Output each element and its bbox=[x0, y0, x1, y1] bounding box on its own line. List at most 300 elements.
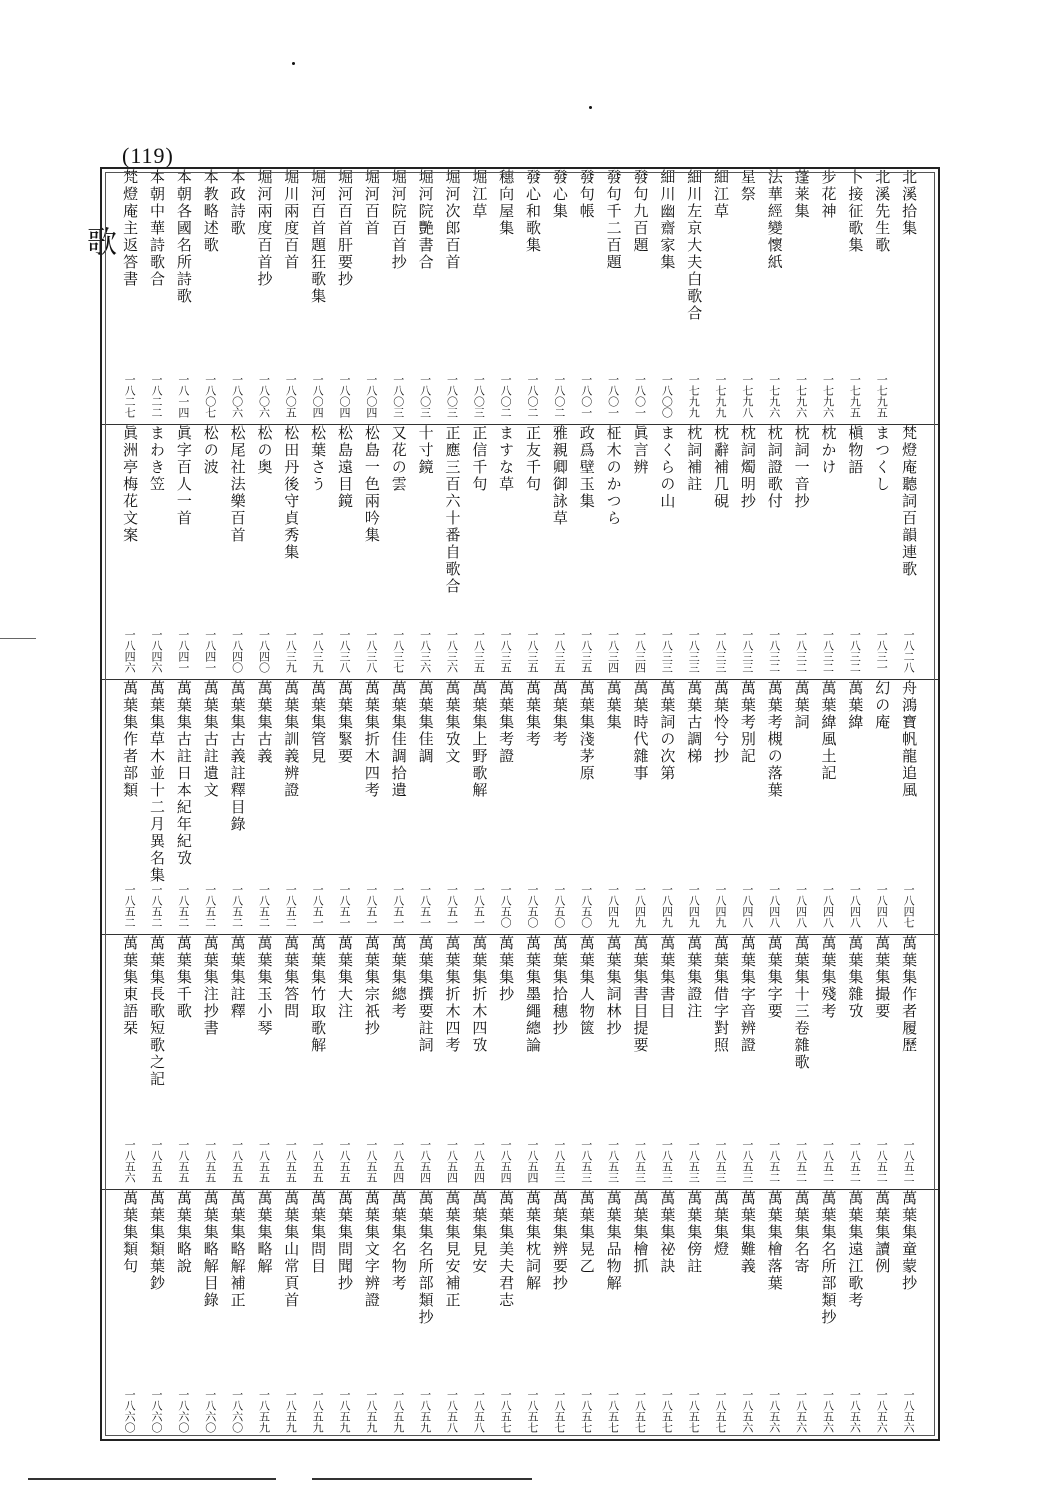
entry-page-number: 一七九九 bbox=[714, 374, 728, 418]
entry-title: 萬葉集讀例 bbox=[873, 1190, 892, 1275]
index-entry bbox=[143, 935, 170, 1189]
entry-page-number: 一八三三 bbox=[740, 629, 754, 673]
entry-title: 眞字百人一首 bbox=[174, 425, 193, 527]
entry-page-number: 一八五二 bbox=[203, 884, 217, 928]
index-entry bbox=[546, 935, 573, 1189]
entry-page-number: 一八五六 bbox=[794, 1389, 808, 1433]
entry-title: 萬葉集古註日本紀年紀攷 bbox=[174, 680, 193, 867]
index-entry bbox=[734, 935, 761, 1189]
scan-speck bbox=[292, 62, 295, 65]
index-entry bbox=[788, 169, 815, 424]
entry-title: 萬葉集作者部類 bbox=[121, 680, 140, 799]
entry-title: 槇物語 bbox=[846, 425, 865, 476]
entry-page-number: 一八四九 bbox=[633, 884, 647, 928]
index-entry bbox=[627, 169, 654, 424]
entry-page-number: 一八四一 bbox=[176, 629, 190, 673]
index-entry bbox=[412, 1190, 439, 1439]
index-entry bbox=[358, 425, 385, 679]
entry-page-number: 一八五二 bbox=[767, 1139, 781, 1183]
index-entry bbox=[653, 1190, 680, 1439]
entry-page-number: 一八五六 bbox=[875, 1389, 889, 1433]
entry-title: 萬葉集 bbox=[604, 680, 623, 731]
entry-page-number: 一八三四 bbox=[606, 629, 620, 673]
entry-title: 萬葉集折木四攷 bbox=[470, 935, 489, 1054]
index-entry bbox=[465, 1190, 492, 1439]
entry-title: 正信千句 bbox=[470, 425, 489, 493]
index-entry bbox=[492, 935, 519, 1189]
entry-title: 萬葉集問目 bbox=[309, 1190, 328, 1275]
entry-title: 蓬莱集 bbox=[792, 169, 811, 220]
index-entry bbox=[519, 425, 546, 679]
entry-page-number: 一八五八 bbox=[445, 1389, 459, 1433]
index-entry bbox=[143, 1190, 170, 1439]
index-entry bbox=[412, 935, 439, 1189]
entry-title: 萬葉集作者履歷 bbox=[900, 935, 919, 1054]
index-entry bbox=[143, 680, 170, 934]
entry-title: 萬葉集辨要抄 bbox=[550, 1190, 569, 1292]
index-entry bbox=[224, 169, 251, 424]
entry-page-number: 一八五三 bbox=[552, 1139, 566, 1183]
index-entry bbox=[841, 425, 868, 679]
index-entry bbox=[815, 680, 842, 934]
index-entry bbox=[492, 425, 519, 679]
index-entry bbox=[170, 425, 197, 679]
entry-page-number: 一八五四 bbox=[445, 1139, 459, 1183]
entry-title: 堀河兩度百首抄 bbox=[255, 169, 274, 288]
entry-title: 枕詞燭明抄 bbox=[738, 425, 757, 510]
entry-page-number: 一八〇四 bbox=[338, 374, 352, 418]
index-entry bbox=[707, 1190, 734, 1439]
entry-title: 松の波 bbox=[201, 425, 220, 476]
entry-page-number: 一八四七 bbox=[902, 884, 916, 928]
entry-page-number: 一八五六 bbox=[902, 1389, 916, 1433]
index-entry bbox=[600, 169, 627, 424]
entry-title: 細川幽齋家集 bbox=[658, 169, 677, 271]
entry-page-number: 一八四九 bbox=[714, 884, 728, 928]
index-entry bbox=[170, 169, 197, 424]
entry-title: 萬葉集書目提要 bbox=[631, 935, 650, 1054]
index-band bbox=[102, 169, 938, 424]
entry-page-number: 一八四六 bbox=[123, 629, 137, 673]
index-entry bbox=[653, 425, 680, 679]
index-entry bbox=[627, 680, 654, 934]
entry-title: 萬葉集總考 bbox=[389, 935, 408, 1020]
entry-title: 萬葉集難義 bbox=[738, 1190, 757, 1275]
entry-title: 萬葉時代雜事 bbox=[631, 680, 650, 782]
index-entry bbox=[761, 680, 788, 934]
index-entry bbox=[761, 935, 788, 1189]
index-entry bbox=[734, 169, 761, 424]
entry-page-number: 一八五五 bbox=[203, 1139, 217, 1183]
entry-page-number: 一八五三 bbox=[687, 1139, 701, 1183]
index-entry bbox=[707, 680, 734, 934]
index-entry bbox=[600, 425, 627, 679]
index-entry bbox=[761, 1190, 788, 1439]
entry-title: 萬葉集文字辨證 bbox=[362, 1190, 381, 1309]
entry-title: 松島一色兩吟集 bbox=[362, 425, 381, 544]
entry-page-number: 一八五七 bbox=[579, 1389, 593, 1433]
index-entry bbox=[600, 935, 627, 1189]
index-entry bbox=[358, 680, 385, 934]
index-entry bbox=[116, 1190, 143, 1439]
index-entry bbox=[143, 425, 170, 679]
index-entry bbox=[573, 169, 600, 424]
index-entry bbox=[304, 169, 331, 424]
entry-title: 萬葉集書目 bbox=[658, 935, 677, 1020]
entry-page-number: 一七九六 bbox=[767, 374, 781, 418]
index-entry bbox=[573, 1190, 600, 1439]
entry-title: 堀江草 bbox=[470, 169, 489, 220]
index-entry bbox=[573, 935, 600, 1189]
entry-title: 枕辭補几硯 bbox=[712, 425, 731, 510]
index-entry bbox=[412, 169, 439, 424]
index-entry bbox=[895, 425, 922, 679]
entry-title: 萬葉集傍註 bbox=[685, 1190, 704, 1275]
index-entry bbox=[277, 169, 304, 424]
entry-page-number: 一八五五 bbox=[338, 1139, 352, 1183]
index-entry bbox=[358, 935, 385, 1189]
entry-page-number: 一八四九 bbox=[687, 884, 701, 928]
entry-title: 本政詩歌 bbox=[228, 169, 247, 237]
entry-title: 正友千句 bbox=[524, 425, 543, 493]
entry-page-number: 一七九六 bbox=[821, 374, 835, 418]
entry-title: 萬葉集燈 bbox=[712, 1190, 731, 1258]
index-entry bbox=[224, 1190, 251, 1439]
entry-page-number: 一八四〇 bbox=[230, 629, 244, 673]
entry-title: 萬葉集考 bbox=[550, 680, 569, 748]
index-entry bbox=[224, 425, 251, 679]
index-entry bbox=[546, 680, 573, 934]
entry-title: 萬葉集山常頁首 bbox=[282, 1190, 301, 1309]
index-entry bbox=[170, 680, 197, 934]
index-entry bbox=[815, 169, 842, 424]
index-entry bbox=[707, 935, 734, 1189]
entry-page-number: 一八六〇 bbox=[203, 1389, 217, 1433]
index-entry bbox=[277, 1190, 304, 1439]
entry-title: 枕詞一音抄 bbox=[792, 425, 811, 510]
entry-page-number: 一八六〇 bbox=[123, 1389, 137, 1433]
entry-page-number: 一八五一 bbox=[364, 884, 378, 928]
index-entry bbox=[170, 935, 197, 1189]
entry-page-number: 一八五五 bbox=[176, 1139, 190, 1183]
index-entry bbox=[277, 425, 304, 679]
scan-speck bbox=[589, 106, 592, 109]
index-entry bbox=[492, 169, 519, 424]
index-entry bbox=[465, 425, 492, 679]
index-entry bbox=[841, 169, 868, 424]
index-band bbox=[102, 1189, 938, 1439]
index-entry bbox=[815, 935, 842, 1189]
entry-title: 細川左京大夫白歌合 bbox=[685, 169, 704, 322]
entry-title: 萬葉集考 bbox=[524, 680, 543, 748]
index-entry bbox=[331, 680, 358, 934]
entry-title: 萬葉集上野歌解 bbox=[470, 680, 489, 799]
entry-page-number: 一八五三 bbox=[740, 1139, 754, 1183]
entry-page-number: 一八四八 bbox=[848, 884, 862, 928]
entry-title: 萬葉集人物篋 bbox=[577, 935, 596, 1037]
index-entry bbox=[761, 425, 788, 679]
entry-page-number: 一八五一 bbox=[338, 884, 352, 928]
entry-page-number: 一八〇三 bbox=[391, 374, 405, 418]
entry-page-number: 一八三八 bbox=[364, 629, 378, 673]
index-table bbox=[100, 167, 940, 1441]
entry-title: 十寸鏡 bbox=[416, 425, 435, 476]
entry-title: ますな草 bbox=[497, 425, 516, 493]
entry-page-number: 一八〇六 bbox=[257, 374, 271, 418]
entry-page-number: 一八五二 bbox=[230, 884, 244, 928]
entry-page-number: 一八五九 bbox=[391, 1389, 405, 1433]
entry-title: 萬葉集字音辨證 bbox=[738, 935, 757, 1054]
index-entry bbox=[277, 680, 304, 934]
entry-title: 堀河院百首抄 bbox=[389, 169, 408, 271]
entry-page-number: 一八三九 bbox=[284, 629, 298, 673]
index-entry bbox=[331, 1190, 358, 1439]
entry-title: 萬葉集注抄書 bbox=[201, 935, 220, 1037]
index-band bbox=[102, 424, 938, 679]
entry-title: 萬葉考槻の落葉 bbox=[765, 680, 784, 799]
entry-page-number: 一八五三 bbox=[633, 1139, 647, 1183]
entry-page-number: 一八三二 bbox=[794, 629, 808, 673]
entry-page-number: 一八〇二 bbox=[526, 374, 540, 418]
index-entry bbox=[224, 935, 251, 1189]
entry-page-number: 一八三八 bbox=[338, 629, 352, 673]
index-entry bbox=[653, 680, 680, 934]
entry-page-number: 一八五〇 bbox=[552, 884, 566, 928]
index-entry bbox=[143, 169, 170, 424]
index-entry bbox=[116, 935, 143, 1189]
index-entry bbox=[304, 680, 331, 934]
entry-title: 萬葉集類葉鈔 bbox=[148, 1190, 166, 1292]
entry-title: 萬葉集草木並十二月異名集 bbox=[148, 680, 166, 884]
index-entry bbox=[627, 935, 654, 1189]
entry-page-number: 一八五七 bbox=[687, 1389, 701, 1433]
entry-page-number: 一八二八 bbox=[902, 629, 916, 673]
entry-title: まくらの山 bbox=[658, 425, 677, 510]
entry-page-number: 一八三五 bbox=[552, 629, 566, 673]
entry-title: 柾木のかつら bbox=[604, 425, 623, 527]
entry-title: 堀河百首 bbox=[362, 169, 381, 237]
entry-title: 枕詞證歌付 bbox=[765, 425, 784, 510]
entry-page-number: 一八五七 bbox=[714, 1389, 728, 1433]
index-entry bbox=[841, 935, 868, 1189]
index-band bbox=[102, 934, 938, 1189]
entry-title: 枕詞補註 bbox=[685, 425, 704, 493]
entry-title: 萬葉集略解補正 bbox=[228, 1190, 247, 1309]
index-entry bbox=[197, 169, 224, 424]
entry-page-number: 一八五五 bbox=[311, 1139, 325, 1183]
entry-page-number: 一八五一 bbox=[445, 884, 459, 928]
entry-title: 萬葉集名物考 bbox=[389, 1190, 408, 1292]
index-entry bbox=[251, 1190, 278, 1439]
entry-page-number: 一八〇一 bbox=[579, 374, 593, 418]
index-entry bbox=[868, 425, 895, 679]
entry-page-number: 一八四八 bbox=[821, 884, 835, 928]
index-entry bbox=[573, 425, 600, 679]
index-entry bbox=[251, 169, 278, 424]
index-entry bbox=[788, 425, 815, 679]
index-entry bbox=[788, 1190, 815, 1439]
entry-title: 萬葉集童蒙抄 bbox=[900, 1190, 919, 1292]
entry-page-number: 一八四一 bbox=[203, 629, 217, 673]
entry-page-number: 一八五四 bbox=[472, 1139, 486, 1183]
entry-title: 松の奥 bbox=[255, 425, 274, 476]
entry-page-number: 一八五三 bbox=[579, 1139, 593, 1183]
index-entry bbox=[546, 425, 573, 679]
index-entry bbox=[331, 935, 358, 1189]
entry-page-number: 一八五五 bbox=[230, 1139, 244, 1183]
entry-title: 萬葉集古註遺文 bbox=[201, 680, 220, 799]
entry-page-number: 一八五三 bbox=[606, 1139, 620, 1183]
entry-page-number: 一八五五 bbox=[284, 1139, 298, 1183]
entry-page-number: 一八〇五 bbox=[284, 374, 298, 418]
index-entry bbox=[170, 1190, 197, 1439]
entry-title: 眞洲亭梅花文案 bbox=[121, 425, 140, 544]
index-entry bbox=[573, 680, 600, 934]
entry-title: 萬葉集長歌短歌之記 bbox=[148, 935, 166, 1088]
index-entry bbox=[734, 680, 761, 934]
entry-title: 萬葉集答問 bbox=[282, 935, 301, 1020]
entry-title: 萬葉集遠江歌考 bbox=[846, 1190, 865, 1309]
entry-title: 本朝各國名所詩歌 bbox=[174, 169, 193, 305]
entry-page-number: 一八五四 bbox=[499, 1139, 513, 1183]
entry-title: 萬葉集註釋 bbox=[228, 935, 247, 1020]
entry-page-number: 一八三七 bbox=[391, 629, 405, 673]
entry-page-number: 一八四八 bbox=[740, 884, 754, 928]
entry-title: 萬葉怜兮抄 bbox=[712, 680, 731, 765]
entry-title: 發句千二百題 bbox=[604, 169, 623, 271]
entry-title: 枕かけ bbox=[819, 425, 838, 476]
index-entry bbox=[680, 680, 707, 934]
entry-title: 萬葉集祕訣 bbox=[658, 1190, 677, 1275]
entry-title: 發句九百題 bbox=[631, 169, 650, 254]
entry-title: まつくし bbox=[873, 425, 892, 493]
entry-title: 本教略述歌 bbox=[201, 169, 220, 254]
index-entry bbox=[895, 1190, 922, 1439]
entry-title: 發心集 bbox=[550, 169, 569, 220]
entry-title: 萬葉集殘考 bbox=[819, 935, 838, 1020]
entry-page-number: 一八五一 bbox=[391, 884, 405, 928]
entry-title: 萬葉集枕詞解 bbox=[524, 1190, 543, 1292]
entry-page-number: 一七九九 bbox=[687, 374, 701, 418]
entry-title: 萬葉集古義 bbox=[255, 680, 274, 765]
index-band bbox=[102, 679, 938, 934]
scan-mark bbox=[0, 638, 36, 639]
entry-page-number: 一八〇四 bbox=[364, 374, 378, 418]
entry-title: 萬葉集折木四考 bbox=[362, 680, 381, 799]
entry-title: 萬葉集墨繩總論 bbox=[524, 935, 543, 1054]
entry-page-number: 一八五二 bbox=[902, 1139, 916, 1183]
entry-page-number: 一八三六 bbox=[445, 629, 459, 673]
entry-page-number: 一八五〇 bbox=[526, 884, 540, 928]
entry-title: 萬葉集訓義辨證 bbox=[282, 680, 301, 799]
entry-page-number: 一八五七 bbox=[552, 1389, 566, 1433]
index-entry bbox=[492, 680, 519, 934]
index-entry bbox=[385, 169, 412, 424]
index-entry bbox=[815, 425, 842, 679]
entry-title: 梵燈庵主返答書 bbox=[121, 169, 140, 288]
entry-title: 萬葉集宗祇抄 bbox=[362, 935, 381, 1037]
entry-page-number: 一八五六 bbox=[767, 1389, 781, 1433]
entry-title: 政爲壁玉集 bbox=[577, 425, 596, 510]
entry-title: 萬葉集大注 bbox=[336, 935, 355, 1020]
entry-title: 穗向屋集 bbox=[497, 169, 516, 237]
entry-title: 萬葉集千歌 bbox=[174, 935, 193, 1020]
index-entry bbox=[439, 935, 466, 1189]
entry-title: まわき笠 bbox=[148, 425, 166, 493]
entry-page-number: 一八六〇 bbox=[150, 1389, 163, 1433]
entry-page-number: 一八〇三 bbox=[418, 374, 432, 418]
entry-title: 萬葉集名所部類抄 bbox=[416, 1190, 435, 1326]
index-entry bbox=[412, 680, 439, 934]
index-entry bbox=[385, 1190, 412, 1439]
index-entry bbox=[465, 680, 492, 934]
entry-title: 萬葉集東語栞 bbox=[121, 935, 140, 1037]
entry-page-number: 一七九六 bbox=[794, 374, 808, 418]
entry-title: 萬葉集抄 bbox=[497, 935, 516, 1003]
index-entry bbox=[439, 1190, 466, 1439]
entry-title: 萬葉集檜抓 bbox=[631, 1190, 650, 1275]
entry-page-number: 一八四八 bbox=[767, 884, 781, 928]
entry-title: 法華經變懷紙 bbox=[765, 169, 784, 271]
entry-title: 萬葉古調梯 bbox=[685, 680, 704, 765]
index-entry bbox=[519, 680, 546, 934]
index-entry bbox=[546, 169, 573, 424]
entry-title: 堀河次郎百首 bbox=[443, 169, 462, 271]
entry-page-number: 一八五一 bbox=[311, 884, 325, 928]
entry-title: 北溪拾集 bbox=[900, 169, 919, 237]
entry-page-number: 一八三五 bbox=[499, 629, 513, 673]
entry-title: 發句帳 bbox=[577, 169, 596, 220]
index-entry bbox=[761, 169, 788, 424]
entry-page-number: 一八五三 bbox=[660, 1139, 674, 1183]
entry-title: 萬葉集折木四考 bbox=[443, 935, 462, 1054]
entry-title: 萬葉集考證 bbox=[497, 680, 516, 765]
index-entry bbox=[653, 169, 680, 424]
index-entry bbox=[492, 1190, 519, 1439]
index-entry bbox=[600, 1190, 627, 1439]
entry-page-number: 一八三五 bbox=[526, 629, 540, 673]
index-entry bbox=[439, 169, 466, 424]
entry-page-number: 一七九五 bbox=[848, 374, 862, 418]
entry-page-number: 一八三一 bbox=[875, 629, 889, 673]
entry-title: 發心和歌集 bbox=[524, 169, 543, 254]
entry-page-number: 一八五四 bbox=[526, 1139, 540, 1183]
index-entry bbox=[116, 425, 143, 679]
entry-page-number: 一八五四 bbox=[391, 1139, 405, 1183]
entry-title: 梵燈庵聽詞百韻連歌 bbox=[900, 425, 919, 578]
entry-title: 堀河百首題狂歌集 bbox=[309, 169, 328, 305]
entry-page-number: 一八〇〇 bbox=[660, 374, 674, 418]
index-entry bbox=[868, 1190, 895, 1439]
entry-page-number: 一八三三 bbox=[687, 629, 701, 673]
entry-title: 萬葉集撰要註詞 bbox=[416, 935, 435, 1054]
entry-page-number: 一八五九 bbox=[257, 1389, 271, 1433]
entry-title: 眞言辨 bbox=[631, 425, 650, 476]
index-entry bbox=[116, 169, 143, 424]
entry-title: 舟鴻寶帆龍追風 bbox=[900, 680, 919, 799]
entry-page-number: 一八三三 bbox=[660, 629, 674, 673]
entry-title: 萬葉緯風土記 bbox=[819, 680, 838, 782]
entry-page-number: 一八〇二 bbox=[552, 374, 566, 418]
entry-title: 萬葉集借字對照 bbox=[712, 935, 731, 1054]
entry-page-number: 一八五七 bbox=[606, 1389, 620, 1433]
index-entry bbox=[546, 1190, 573, 1439]
index-entry bbox=[895, 169, 922, 424]
entry-page-number: 一八五四 bbox=[418, 1139, 432, 1183]
entry-page-number: 一八〇三 bbox=[445, 374, 459, 418]
entry-page-number: 一八五七 bbox=[660, 1389, 674, 1433]
entry-title: 萬葉集雜攷 bbox=[846, 935, 865, 1020]
